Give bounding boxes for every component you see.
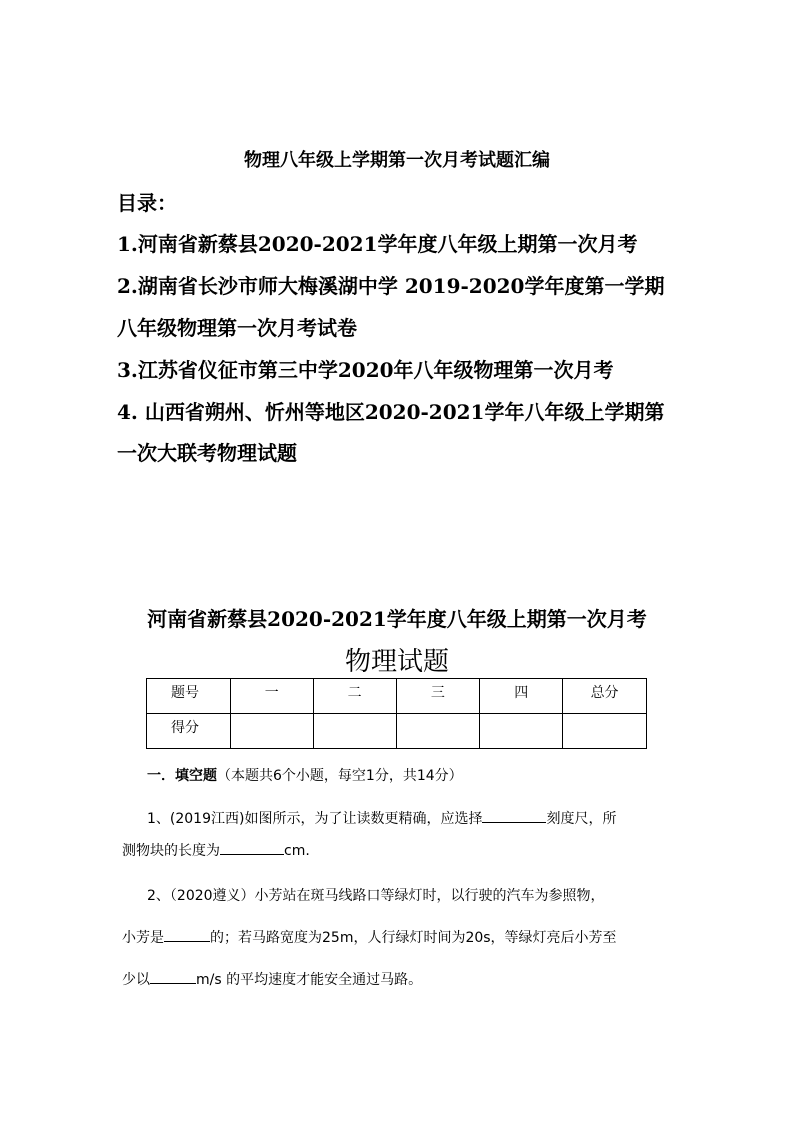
part-one-note: （本题共6个小题，每空1分，共14分） — [217, 768, 463, 784]
question-1-line-2 — [122, 840, 310, 860]
score-header-cell: 三 — [396, 679, 480, 714]
score-cell — [480, 714, 563, 749]
answer-blank[interactable] — [150, 969, 196, 984]
question-1-text: 1、(2019江西)如图所示，为了让读数更精确，应选择 — [147, 811, 483, 827]
section-title: 河南省新蔡县2020-2021学年度八年级上期第一次月考 — [147, 607, 647, 631]
question-2-text: 少以 — [122, 972, 150, 988]
question-2-text: 的；若马路宽度为25m，人行绿灯时间为20s，等绿灯亮后小芳至 — [210, 930, 617, 946]
answer-blank[interactable] — [164, 927, 210, 942]
toc-item-2: 2.湖南省长沙市师大梅溪湖中学 2019-2020学年度第一学期 — [117, 274, 665, 298]
toc-item-1: 1.河南省新蔡县2020-2021学年度八年级上期第一次月考 — [117, 232, 638, 256]
document-title: 物理八年级上学期第一次月考试题汇编 — [244, 150, 550, 171]
part-one-title: 一．填空题 — [147, 768, 217, 784]
score-cell — [396, 714, 480, 749]
toc-item-2-continued: 八年级物理第一次月考试卷 — [117, 316, 357, 340]
score-header-cell: 四 — [480, 679, 563, 714]
question-2-line-2 — [122, 927, 617, 947]
question-2-line-3 — [122, 969, 422, 989]
toc-item-3: 3.江苏省仪征市第三中学2020年八年级物理第一次月考 — [117, 358, 614, 382]
score-header-cell: 总分 — [563, 679, 647, 714]
score-cell — [230, 714, 313, 749]
score-header-cell: 题号 — [147, 679, 231, 714]
toc-item-4: 4. 山西省朔州、忻州等地区2020-2021学年八年级上学期第 — [117, 400, 665, 424]
score-row-label: 得分 — [147, 714, 231, 749]
question-2-text: m/s 的平均速度才能安全通过马路。 — [196, 972, 423, 988]
score-table-score-row — [147, 714, 647, 749]
toc-item-4-continued: 一次大联考物理试题 — [117, 441, 297, 465]
score-header-cell: 一 — [230, 679, 313, 714]
score-header-cell: 二 — [313, 679, 396, 714]
subject-title: 物理试题 — [344, 647, 449, 677]
answer-blank[interactable] — [482, 808, 546, 823]
score-table — [146, 678, 647, 749]
question-1-line-1 — [147, 808, 616, 828]
score-cell — [563, 714, 647, 749]
question-2-text: 2、（2020遵义）小芳站在斑马线路口等绿灯时，以行驶的汽车为参照物， — [147, 888, 605, 904]
answer-blank[interactable] — [220, 840, 284, 855]
question-2-line-1 — [147, 885, 605, 905]
question-1-text: cm. — [284, 843, 310, 859]
score-cell — [313, 714, 396, 749]
part-one-heading — [147, 765, 463, 785]
question-2-text: 小芳是 — [122, 930, 164, 946]
question-1-text: 测物块的长度为 — [122, 843, 220, 859]
toc-label: 目录： — [117, 191, 177, 215]
score-table-header-row — [147, 679, 647, 714]
question-1-text: 刻度尺，所 — [546, 811, 617, 827]
